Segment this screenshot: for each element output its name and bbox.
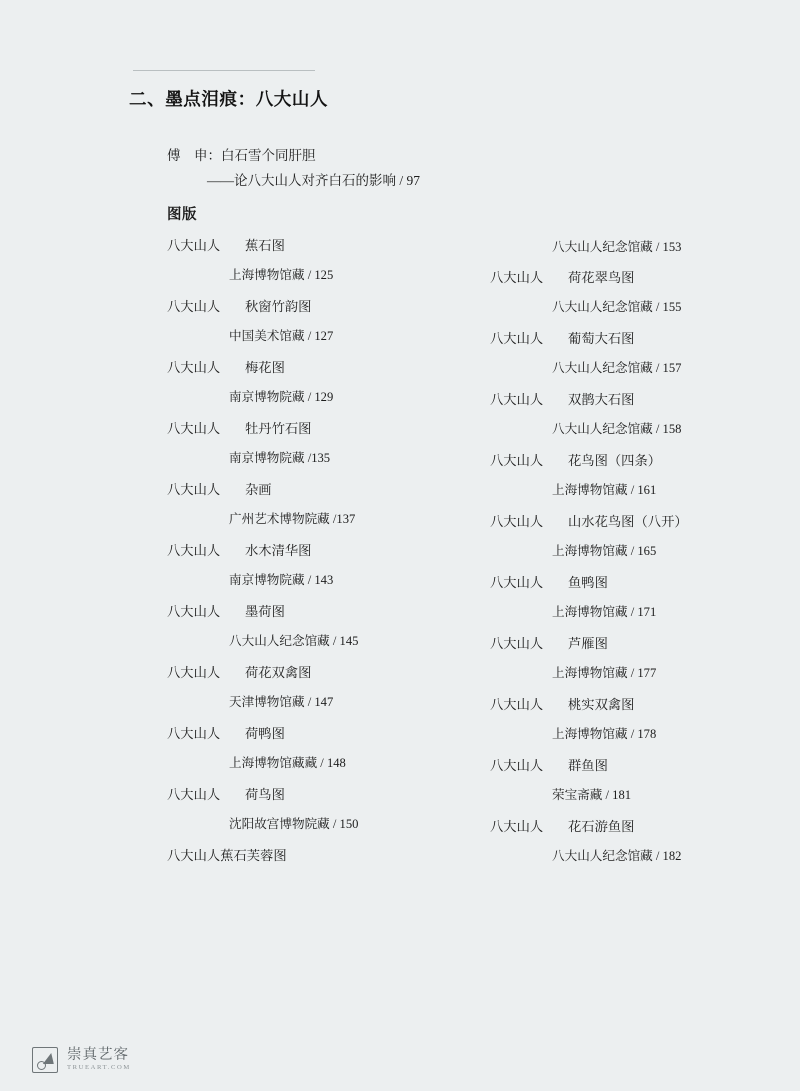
plate-title-row <box>490 813 790 841</box>
plate-artist: 八大山人 <box>167 604 221 619</box>
list-item <box>490 447 790 508</box>
plate-title-row <box>167 293 497 321</box>
plate-title-row <box>490 264 790 292</box>
plate-credit: 上海博物馆藏 / 178 <box>552 727 657 741</box>
list-item <box>167 537 497 598</box>
plate-work: 双鹊大石图 <box>568 392 635 407</box>
plate-artist: 八大山人 <box>490 575 544 590</box>
plate-credit: 荣宝斋藏 / 181 <box>552 788 632 802</box>
plate-credit: 上海博物馆藏 / 171 <box>552 605 657 619</box>
plate-title-row <box>167 354 497 382</box>
list-item <box>490 508 790 569</box>
list-item <box>490 325 790 386</box>
plate-credit: 上海博物馆藏 / 161 <box>552 483 657 497</box>
plate-work: 水木清华图 <box>245 543 312 558</box>
plate-work: 蕉石图 <box>245 238 285 253</box>
essay-author: 傅 申：白石雪个同肝胆 <box>167 148 316 163</box>
plate-artist: 八大山人 <box>490 514 544 529</box>
list-item <box>167 354 497 415</box>
plate-artist: 八大山人 <box>490 819 544 834</box>
plate-artist: 八大山人 <box>490 392 544 407</box>
plate-artist: 八大山人 <box>167 482 221 497</box>
plates-label: 图版 <box>167 207 197 223</box>
plate-work: 梅花图 <box>245 360 285 375</box>
plate-work: 葡萄大石图 <box>568 331 635 346</box>
plate-work: 荷花双禽图 <box>245 665 312 680</box>
plate-work: 牡丹竹石图 <box>245 421 312 436</box>
list-item <box>490 691 790 752</box>
essay-subtitle: ——论八大山人对齐白石的影响 / 97 <box>207 173 421 188</box>
essay-entry <box>167 143 597 193</box>
plate-title-row <box>490 569 790 597</box>
list-item <box>167 720 497 781</box>
plate-title-row <box>167 842 497 870</box>
plate-credit: 中国美术馆藏 / 127 <box>229 329 334 343</box>
plate-work: 芦雁图 <box>568 636 608 651</box>
watermark <box>32 1047 131 1073</box>
plate-credit: 上海博物馆藏 / 177 <box>552 666 657 680</box>
plate-work: 荷鸭图 <box>245 726 285 741</box>
plate-title-row <box>167 415 497 443</box>
plate-credit: 八大山人纪念馆藏 / 155 <box>552 300 682 314</box>
plate-artist: 八大山人 <box>490 270 544 285</box>
plate-title-row <box>167 476 497 504</box>
plate-artist: 八大山人 <box>167 543 221 558</box>
plate-credit: 八大山人纪念馆藏 / 153 <box>552 240 682 254</box>
plate-work: 花石游鱼图 <box>568 819 635 834</box>
plate-credit: 广州艺术博物院藏 /137 <box>229 512 356 526</box>
plate-work: 蕉石芙蓉图 <box>220 848 287 863</box>
top-divider <box>133 70 315 71</box>
plate-artist: 八大山人 <box>167 848 221 863</box>
plate-credit: 南京博物院藏 / 143 <box>229 573 334 587</box>
list-item <box>490 813 790 874</box>
plate-title-row <box>490 691 790 719</box>
plate-title-row <box>167 537 497 565</box>
watermark-brand-cn: 崇真艺客 <box>67 1046 129 1063</box>
plate-title-row <box>167 781 497 809</box>
list-item <box>490 752 790 813</box>
plate-title-row <box>490 447 790 475</box>
plate-credit: 南京博物院藏 / 129 <box>229 390 334 404</box>
plate-work: 群鱼图 <box>568 758 608 773</box>
list-item <box>490 569 790 630</box>
plate-title-row <box>490 630 790 658</box>
plate-work: 桃实双禽图 <box>568 697 635 712</box>
watermark-brand-en: TRUEART.COM <box>67 1064 131 1072</box>
plate-title-row <box>167 598 497 626</box>
plate-work: 墨荷图 <box>245 604 285 619</box>
plate-artist: 八大山人 <box>167 726 221 741</box>
list-item <box>490 630 790 691</box>
plate-credit: 南京博物院藏 /135 <box>229 451 331 465</box>
plate-title-row <box>490 508 790 536</box>
plate-artist: 八大山人 <box>167 299 221 314</box>
plate-artist: 八大山人 <box>490 636 544 651</box>
plate-artist: 八大山人 <box>490 331 544 346</box>
list-item <box>167 293 497 354</box>
plate-title-row <box>490 325 790 353</box>
plate-credit: 上海博物馆藏 / 165 <box>552 544 657 558</box>
plate-title-row <box>167 720 497 748</box>
plate-artist: 八大山人 <box>490 453 544 468</box>
plate-work: 花鸟图（四条） <box>568 453 662 468</box>
plate-credit: 八大山人纪念馆藏 / 157 <box>552 361 682 375</box>
plate-work: 荷鸟图 <box>245 787 285 802</box>
list-item <box>167 781 497 842</box>
plate-work: 山水花鸟图（八开） <box>568 514 688 529</box>
plate-artist: 八大山人 <box>490 697 544 712</box>
plate-title-row <box>167 232 497 260</box>
watermark-brand <box>67 1048 131 1072</box>
plate-credit: 八大山人纪念馆藏 / 145 <box>229 634 359 648</box>
plate-credit: 上海博物馆藏 / 125 <box>229 268 334 282</box>
list-item <box>167 598 497 659</box>
plate-artist: 八大山人 <box>490 758 544 773</box>
plate-title-row <box>490 752 790 780</box>
list-item <box>167 232 497 293</box>
plate-work: 鱼鸭图 <box>568 575 608 590</box>
list-item <box>167 415 497 476</box>
plate-credit: 八大山人纪念馆藏 / 158 <box>552 422 682 436</box>
list-item <box>167 659 497 720</box>
plate-artist: 八大山人 <box>167 665 221 680</box>
plate-list-right-column <box>490 232 790 874</box>
section-title: 二、墨点泪痕：八大山人 <box>129 89 329 109</box>
trueart-logo-icon <box>32 1047 58 1073</box>
plate-title-row <box>167 659 497 687</box>
list-item <box>490 264 790 325</box>
plate-work: 荷花翠鸟图 <box>568 270 635 285</box>
list-item <box>490 386 790 447</box>
plate-credit: 八大山人纪念馆藏 / 182 <box>552 849 682 863</box>
plate-artist: 八大山人 <box>167 421 221 436</box>
plate-artist: 八大山人 <box>167 360 221 375</box>
plate-credit: 天津博物馆藏 / 147 <box>229 695 334 709</box>
plate-artist: 八大山人 <box>167 238 221 253</box>
plate-work: 秋窗竹韵图 <box>245 299 312 314</box>
plate-title-row <box>490 386 790 414</box>
plate-artist: 八大山人 <box>167 787 221 802</box>
plate-credit: 上海博物馆藏藏 / 148 <box>229 756 346 770</box>
plate-work: 杂画 <box>245 482 272 497</box>
list-item <box>167 476 497 537</box>
plate-list-left-column <box>167 232 497 870</box>
plate-credit: 沈阳故宫博物院藏 / 150 <box>229 817 359 831</box>
